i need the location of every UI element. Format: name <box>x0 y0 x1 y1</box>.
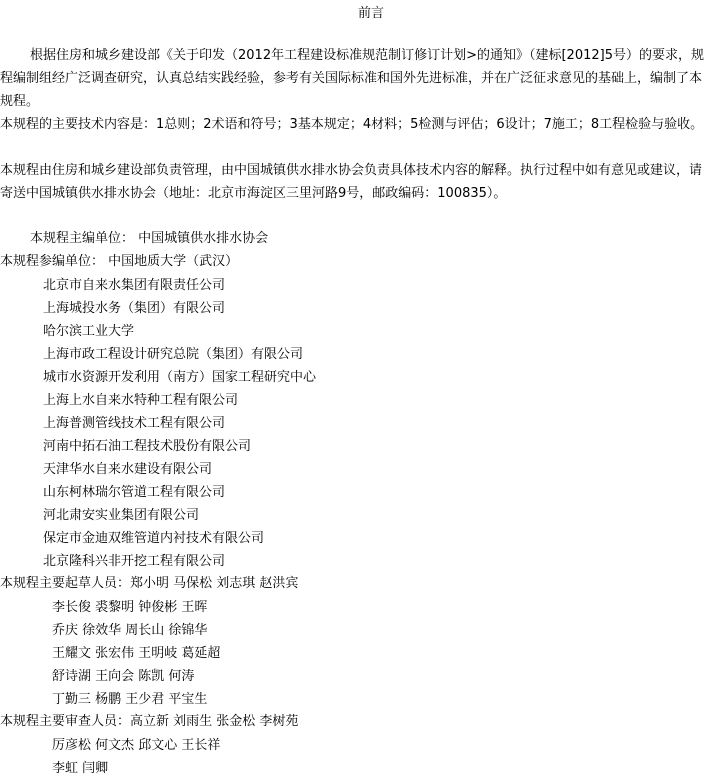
co-editor-org: 北京市自来水集团有限责任公司 <box>43 278 226 293</box>
co-editor-org: 河北肃安实业集团有限公司 <box>43 508 200 523</box>
drafter-names-row: 乔庆 徐效华 周长山 徐锦华 <box>52 623 208 638</box>
page-title: 前言 <box>357 6 384 21</box>
drafters-line: 本规程主要起草人员：郑小明 马保松 刘志琪 赵洪宾 <box>0 576 299 591</box>
co-editor-org: 天津华水自来水建设有限公司 <box>43 462 213 477</box>
reviewer-names-row: 厉彦松 何文杰 邱文心 王长祥 <box>52 738 221 753</box>
co-editor-org: 河南中拓石油工程技术股份有限公司 <box>43 439 252 454</box>
co-editor-org: 保定市金迪双维管道内衬技术有限公司 <box>43 531 265 546</box>
co-editor-org: 北京隆科兴非开挖工程有限公司 <box>43 554 226 569</box>
drafter-names-row: 王耀文 张宏伟 王明岐 葛延超 <box>52 646 221 661</box>
co-editor-line: 本规程参编单位： 中国地质大学（武汉） <box>0 254 239 269</box>
co-editor-org: 上海城投水务（集团）有限公司 <box>43 301 226 316</box>
co-editor-org: 上海普测管线技术工程有限公司 <box>43 416 226 431</box>
management-paragraph: 本规程由住房和城乡建设部负责管理，由中国城镇供水排水协会负责具体技术内容的解释。执行过程中如有意见或建议，请寄送中国城镇供水排水协会（地址：北京市海淀区三里河路9号，邮政编码：100835）。 <box>0 163 703 201</box>
co-editor-org-list <box>43 274 316 573</box>
drafter-names-row: 丁勤三 杨鹏 王少君 平宝生 <box>52 692 208 707</box>
intro-paragraph: 根据住房和城乡建设部《关于印发（2012年工程建设标准规范制订修订计划>的通知》（建标[2012]5号）的要求，规程编制组经广泛调查研究，认真总结实践经验，参考有关国际标准和国外先进标准，并在广泛征求意见的基础上，编制了本规程。 <box>0 48 704 109</box>
co-editor-org: 哈尔滨工业大学 <box>43 324 135 339</box>
co-editor-org: 城市水资源开发利用（南方）国家工程研究中心 <box>43 370 317 385</box>
contents-paragraph: 本规程的主要技术内容是：1总则；2术语和符号；3基本规定；4材料；5检测与评估；6设计；7施工；8工程检验与验收。 <box>0 117 704 132</box>
co-editor-org: 上海市政工程设计研究总院（集团）有限公司 <box>43 347 304 362</box>
drafter-names-row: 舒诗湖 王向会 陈凯 何涛 <box>52 669 195 684</box>
reviewer-name-list <box>52 734 220 780</box>
reviewers-line: 本规程主要审查人员：高立新 刘雨生 张金松 李树苑 <box>0 714 299 729</box>
drafter-names-row: 李长俊 裘黎明 钟俊彬 王晖 <box>52 600 208 615</box>
co-editor-org: 山东柯林瑞尔管道工程有限公司 <box>43 485 226 500</box>
co-editor-org: 上海上水自来水特种工程有限公司 <box>43 393 239 408</box>
drafter-name-list <box>52 596 220 711</box>
chief-editor-line: 本规程主编单位： 中国城镇供水排水协会 <box>30 231 269 246</box>
reviewer-names-row: 李虹 闫卿 <box>52 761 109 776</box>
